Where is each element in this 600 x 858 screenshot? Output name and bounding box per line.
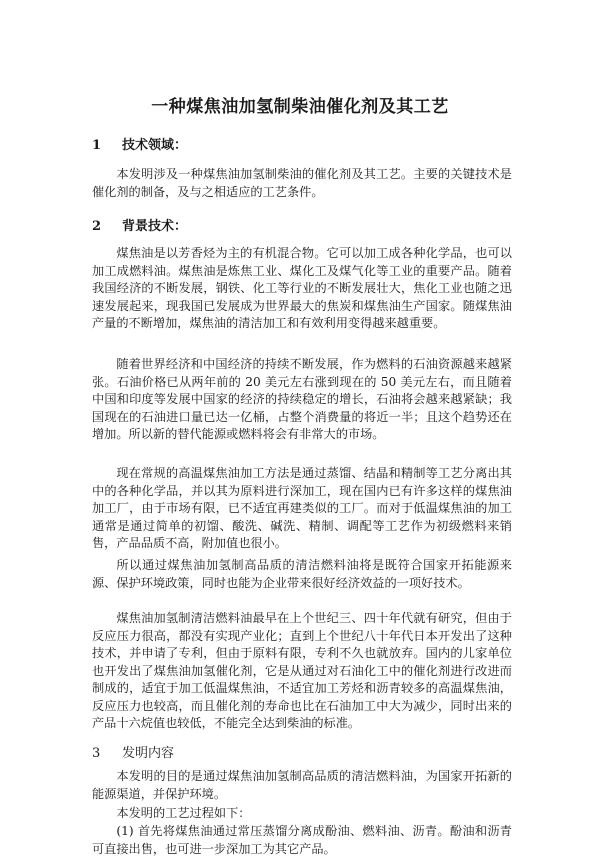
paragraph: 煤焦油是以芳香烃为主的有机混合物。它可以加工成各种化学品，也可以加工成燃料油。煤焦油是炼焦工业、煤化工及煤气化等工业的重要产品。随着我国经济的不断发展，钢铁、化工等行业的不断发展壮大，焦化工业也随之迅速发展起来，现我国已发展成为世界最大的焦炭和煤焦油生产国家。随煤焦油产量的不断增加，煤焦油的清洁加工和有效利用变得越来越重要。: [92, 246, 512, 330]
paragraph: 现在常规的高温煤焦油加工方法是通过蒸馏、结晶和精制等工艺分离出其中的各种化学品，并以其为原料进行深加工，现在国内已有许多这样的煤焦油加工厂，由于市场有限，已不适宜再建类似的工厂。而对于低温煤焦油的加工通常是通过简单的初馏、酸洗、碱洗、精制、调配等工艺作为初级燃料来销售，产品品质不高，附加值也很小。: [92, 466, 512, 550]
paragraph: 本发明的目的是通过煤焦油加氢制高品质的清洁燃料油，为国家开拓新的能源渠道，并保护环境。: [92, 769, 512, 801]
section-title: 背景技术：: [122, 219, 188, 234]
paragraph: (1) 首先将煤焦油通过常压蒸馏分离成酚油、燃料油、沥青。酚油和沥青可直接出售，也可进一步深加工为其它产品。: [92, 824, 512, 856]
paragraph: 所以通过煤焦油加氢制高品质的清洁燃料油将是既符合国家开拓能源来源、保护环境政策，同时也能为企业带来很好经济效益的一项好技术。: [92, 558, 512, 590]
section-heading-1: [92, 134, 187, 153]
paragraph: 随着世界经济和中国经济的持续不断发展，作为燃料的石油资源越来越紧张。石油价格已从两年前的 20 美元左右涨到现在的 50 美元左右，而且随着中国和印度等发展中国家的经济的持续稳定的增长，石油将会越来越紧缺；我国现在的石油进口量已达一亿桶，占整个消费量的将近一半；且这个趋势还在增加。所以新的替代能源或燃料将会有非常大的市场。: [92, 357, 512, 441]
paragraph: 本发明涉及一种煤焦油加氢制柴油的催化剂及其工艺。主要的关键技术是催化剂的制备，及与之相适应的工艺条件。: [92, 167, 512, 199]
section-title: 发明内容: [122, 746, 175, 761]
page-title: 一种煤焦油加氢制柴油催化剂及其工艺: [151, 97, 449, 117]
section-number: 2: [92, 219, 102, 234]
paragraph: 煤焦油加氢制清洁燃料油最早在上个世纪三、四十年代就有研究，但由于反应压力很高，都没有实现产业化；直到上个世纪八十年代日本开发出了这种技术，并申请了专利，但由于原料有限，专利不久也就放弃。国内的儿家单位也开发出了煤焦油加氢催化剂，它是从通过对石油化工中的催化剂进行改进而制成的，适宜于加工低温煤焦油，不适宜加工芳烃和沥青较多的高温煤焦油，反应压力也较高，而且催化剂的寿命也比在石油加工中大为减少，同时出来的产品十六烷值也较低，不能完全达到柴油的标准。: [92, 611, 512, 730]
section-title: 技术领域：: [122, 138, 188, 153]
section-number: 3: [92, 746, 101, 761]
section-heading-3: [92, 742, 174, 761]
paragraph: 本发明的工艺过程如下：: [116, 806, 251, 820]
section-number: 1: [92, 138, 102, 153]
section-heading-2: [92, 215, 187, 234]
